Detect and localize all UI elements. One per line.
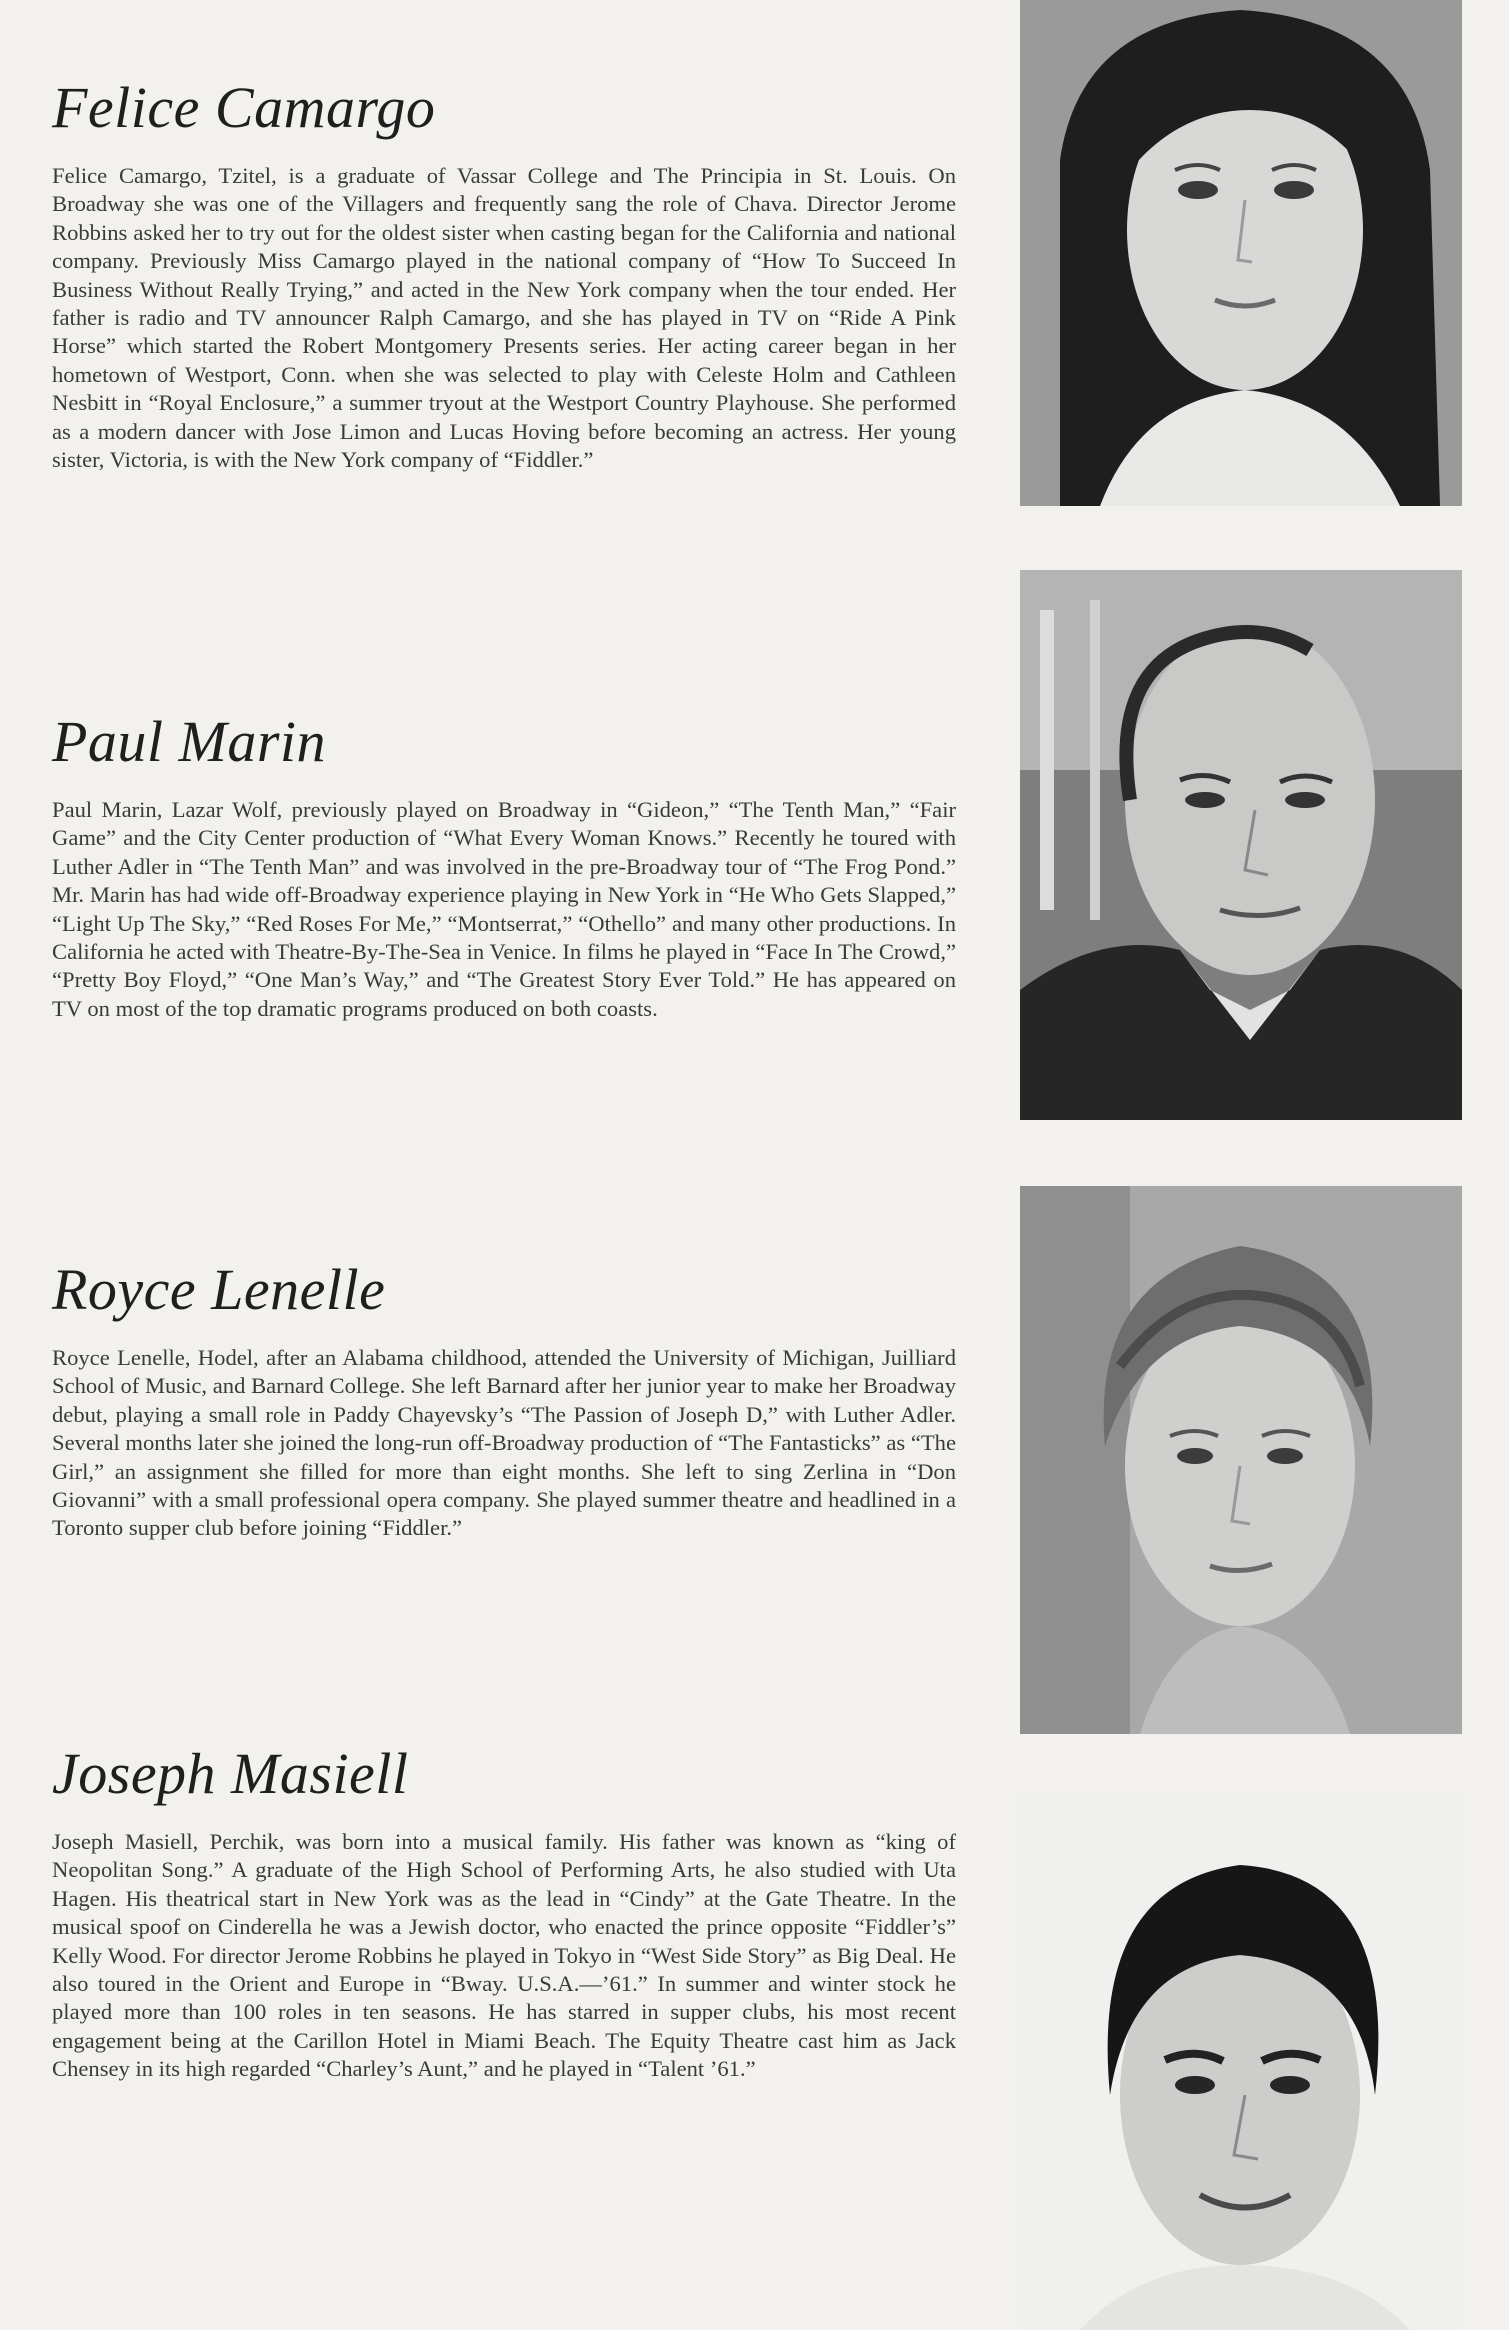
bio-text: Paul Marin, Lazar Wolf, previously played on Broadway in “Gideon,” “The Tenth Man,” “Fair Game” and the City Center production of “What Every Woman Knows.” Recently he toured with Luther Adler in “The Tenth Man” and was involved in the pre-Broadway tour of “The Frog Pond.” Mr. Marin has had wide off-Broadway experience playing in New York in “He Who Gets Slapped,” “Light Up The Sky,” “Red Roses For Me,” “Montserrat,” “Othello” and many other productions. In California he acted with Theatre-By-The-Sea in Venice. In films he played in “Face In The Crowd,” “Pretty Boy Floyd,” “One Man’s Way,” and “The Greatest Story Ever Told.” He has appeared on TV on most of the top dramatic programs produced on both coasts. [52, 797, 956, 1021]
bio-joseph-masiell [52, 1742, 956, 2084]
portrait-photo-felice-camargo [1020, 0, 1462, 506]
bio-name: Royce Lenelle [52, 1257, 386, 1322]
bio-name: Joseph Masiell [52, 1741, 409, 1806]
portrait-photo-royce-lenelle [1020, 1186, 1462, 1734]
bio-royce-lenelle [52, 1258, 956, 1543]
bio-name: Felice Camargo [52, 75, 436, 140]
bio-text: Felice Camargo, Tzitel, is a graduate of Vassar College and The Principia in St. Louis. On Broadway she was one of the Villagers and frequently sang the role of Chava. Director Jerome Robbins asked her to try out for the oldest sister when casting began for the California and national company. Previously Miss Camargo played in the national company of “How To Succeed In Business Without Really Trying,” and acted in the New York company when the tour ended. Her father is radio and TV announcer Ralph Camargo, and she has played in TV on “Ride A Pink Horse” which started the Robert Montgomery Presents series. Her acting career began in her hometown of Westport, Conn. when she was selected to play with Celeste Holm and Cathleen Nesbitt in “Royal Enclosure,” a summer tryout at the Westport Country Playhouse. She performed as a modern dancer with Jose Limon and Lucas Hoving before becoming an actress. Her young sister, Victoria, is with the New York company of “Fiddler.” [52, 163, 956, 473]
portrait-photo-joseph-masiell [1020, 1795, 1462, 2330]
bio-felice-camargo [52, 76, 956, 474]
bio-paul-marin [52, 710, 956, 1023]
bio-text: Royce Lenelle, Hodel, after an Alabama childhood, attended the University of Michigan, Juilliard School of Music, and Barnard College. She left Barnard after her junior year to make her Broadway debut, playing a small role in Paddy Chayevsky’s “The Passion of Joseph D,” with Luther Adler. Several months later she joined the long-run off-Broadway production of “The Fantasticks” as “The Girl,” an assignment she filled for more than eight months. She left to sing Zerlina in “Don Giovanni” with a small professional opera company. She played summer theatre and headlined in a Toronto supper club before joining “Fiddler.” [52, 1345, 956, 1541]
bio-text: Joseph Masiell, Perchik, was born into a musical family. His father was known as “king of Neopolitan Song.” A graduate of the High School of Performing Arts, he also studied with Uta Hagen. His theatrical start in New York was as the lead in “Cindy” at the Gate Theatre. In the musical spoof on Cinderella he was a Jewish doctor, who enacted the prince opposite “Fiddler’s” Kelly Wood. For director Jerome Robbins he played in Tokyo in “West Side Story” as Big Deal. He also toured in the Orient and Europe in “Bway. U.S.A.—’61.” In summer and winter stock he played more than 100 roles in ten seasons. He has starred in supper clubs, his most recent engagement being at the Carillon Hotel in Miami Beach. The Equity Theatre cast him as Jack Chensey in its high regarded “Charley’s Aunt,” and he played in “Talent ’61.” [52, 1829, 956, 2082]
portrait-photo-paul-marin [1020, 570, 1462, 1120]
bio-name: Paul Marin [52, 709, 327, 774]
